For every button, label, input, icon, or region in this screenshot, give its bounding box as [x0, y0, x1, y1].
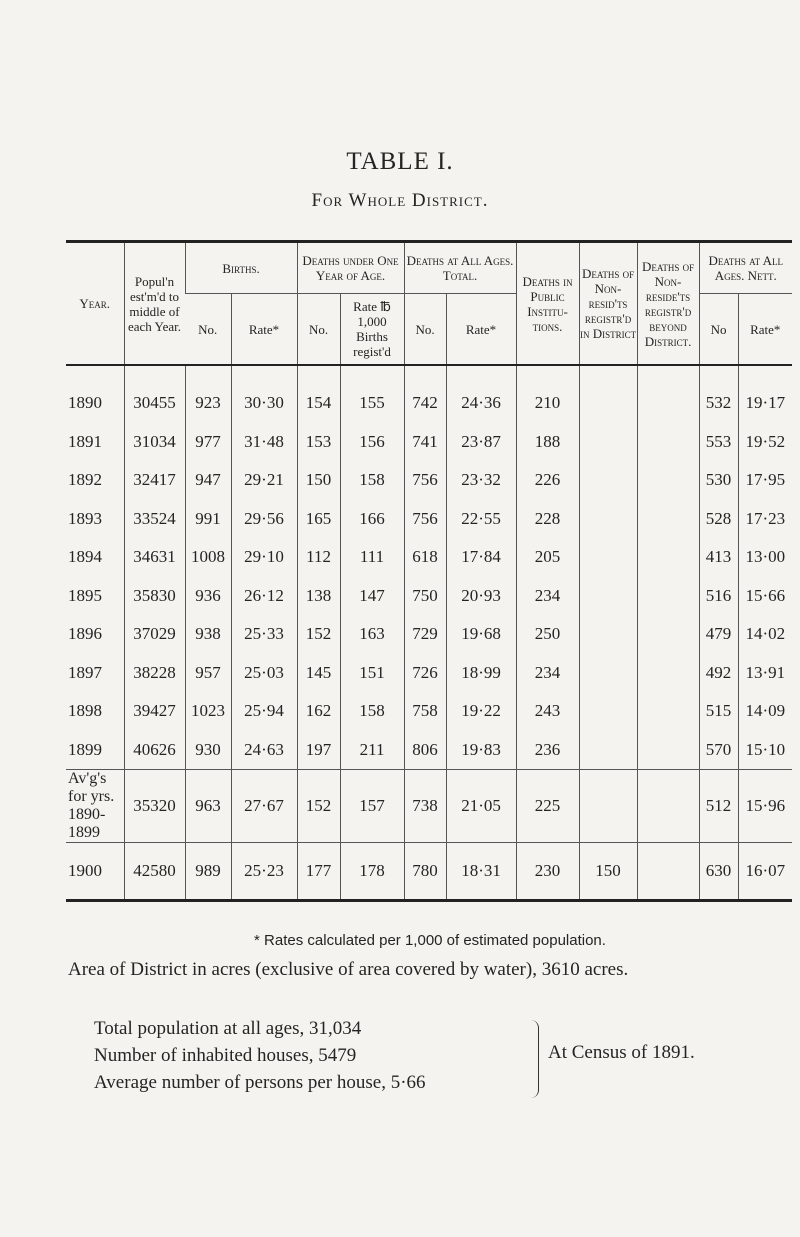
cell-nett-no: 532 — [699, 365, 738, 423]
cell-nonres-beyond — [637, 615, 699, 654]
cell-all-rate: 19·22 — [446, 692, 516, 731]
cell-all-rate: 24·36 — [446, 365, 516, 423]
cell-u1-no: 153 — [297, 423, 340, 462]
cell-births-no: 938 — [185, 615, 231, 654]
cell-nett-rate: 15·66 — [738, 577, 792, 616]
header-under-one-rate: Rate ℔ 1,000 Births regist'd — [340, 294, 404, 366]
table-row — [66, 654, 792, 693]
cell-year: Av'g's for yrs. 1890-1899 — [66, 770, 124, 843]
cell-pop: 33524 — [124, 500, 185, 539]
cell-public: 234 — [516, 654, 579, 693]
cell-births-rate: 29·21 — [231, 461, 297, 500]
cell-public: 210 — [516, 365, 579, 423]
cell-u1-rate: 155 — [340, 365, 404, 423]
cell-public: 188 — [516, 423, 579, 462]
census-note: At Census of 1891. — [548, 1042, 695, 1063]
cell-nett-no: 413 — [699, 538, 738, 577]
cell-nett-no: 530 — [699, 461, 738, 500]
cell-nett-no: 515 — [699, 692, 738, 731]
cell-u1-rate: 163 — [340, 615, 404, 654]
cell-u1-rate: 111 — [340, 538, 404, 577]
cell-nett-rate: 17·23 — [738, 500, 792, 539]
cell-nett-rate: 14·02 — [738, 615, 792, 654]
cell-births-no: 1008 — [185, 538, 231, 577]
cell-all-no: 756 — [404, 500, 446, 539]
cell-public: 230 — [516, 843, 579, 901]
cell-nonres-beyond — [637, 843, 699, 901]
header-births: Births. — [185, 242, 297, 294]
cell-nonres-in: 150 — [579, 843, 637, 901]
cell-u1-rate: 166 — [340, 500, 404, 539]
cell-nonres-in — [579, 423, 637, 462]
header-nett-no: No — [699, 294, 738, 366]
cell-public: 225 — [516, 770, 579, 843]
cell-births-no: 936 — [185, 577, 231, 616]
cell-year: 1890 — [68, 393, 102, 413]
cell-u1-rate: 147 — [340, 577, 404, 616]
cell-births-rate: 31·48 — [231, 423, 297, 462]
table-row — [66, 461, 792, 500]
header-births-no: No. — [185, 294, 231, 366]
cell-pop: 35830 — [124, 577, 185, 616]
census-population: Total population at all ages, 31,034 — [94, 1018, 362, 1039]
cell-all-rate: 19·83 — [446, 731, 516, 770]
cell-births-rate: 29·10 — [231, 538, 297, 577]
cell-public: 234 — [516, 577, 579, 616]
cell-all-no: 750 — [404, 577, 446, 616]
header-all-rate: Rate* — [446, 294, 516, 366]
table-row — [66, 423, 792, 462]
cell-births-rate: 25·33 — [231, 615, 297, 654]
cell-nonres-in — [579, 500, 637, 539]
header-nett-rate: Rate* — [738, 294, 792, 366]
cell-nett-rate: 13·91 — [738, 654, 792, 693]
table-row — [66, 577, 792, 616]
cell-nett-rate: 15·96 — [738, 770, 792, 843]
table-row — [66, 538, 792, 577]
cell-pop: 35320 — [124, 770, 185, 843]
cell-year: 1892 — [68, 470, 102, 490]
cell-nett-no: 512 — [699, 770, 738, 843]
cell-year: 1899 — [68, 739, 102, 759]
header-deaths-nonres-in: Deaths of Non-resid'ts registr'd in District — [579, 242, 637, 366]
cell-nett-no: 479 — [699, 615, 738, 654]
cell-year: 1894 — [68, 547, 102, 567]
cell-nett-no: 528 — [699, 500, 738, 539]
cell-nett-no: 570 — [699, 731, 738, 770]
cell-births-no: 930 — [185, 731, 231, 770]
cell-nett-rate: 19·17 — [738, 365, 792, 423]
cell-nonres-beyond — [637, 577, 699, 616]
cell-births-rate: 24·63 — [231, 731, 297, 770]
header-deaths-all-nett: Deaths at All Ages. Nett. — [699, 242, 792, 294]
cell-nonres-in — [579, 461, 637, 500]
cell-pop: 38228 — [124, 654, 185, 693]
cell-births-rate: 25·23 — [231, 843, 297, 901]
cell-nonres-beyond — [637, 461, 699, 500]
cell-all-rate: 21·05 — [446, 770, 516, 843]
cell-nonres-in — [579, 538, 637, 577]
cell-all-no: 738 — [404, 770, 446, 843]
cell-u1-no: 177 — [297, 843, 340, 901]
cell-pop: 31034 — [124, 423, 185, 462]
cell-births-rate: 25·94 — [231, 692, 297, 731]
cell-u1-rate: 211 — [340, 731, 404, 770]
cell-all-no: 742 — [404, 365, 446, 423]
cell-births-no: 947 — [185, 461, 231, 500]
cell-all-rate: 17·84 — [446, 538, 516, 577]
cell-all-no: 756 — [404, 461, 446, 500]
cell-births-rate: 27·67 — [231, 770, 297, 843]
table-row — [66, 615, 792, 654]
cell-public: 226 — [516, 461, 579, 500]
cell-year: 1893 — [68, 508, 102, 528]
cell-u1-no: 162 — [297, 692, 340, 731]
cell-u1-no: 152 — [297, 615, 340, 654]
cell-nonres-beyond — [637, 365, 699, 423]
cell-pop: 32417 — [124, 461, 185, 500]
cell-pop: 42580 — [124, 843, 185, 901]
cell-all-rate: 19·68 — [446, 615, 516, 654]
cell-nett-rate: 14·09 — [738, 692, 792, 731]
statistics-table — [66, 240, 792, 902]
cell-all-rate: 22·55 — [446, 500, 516, 539]
header-under-one-no: No. — [297, 294, 340, 366]
cell-births-rate: 29·56 — [231, 500, 297, 539]
cell-nett-rate: 16·07 — [738, 843, 792, 901]
cell-nonres-in — [579, 577, 637, 616]
header-deaths-all-total: Deaths at All Ages. Total. — [404, 242, 516, 294]
table-row — [66, 843, 792, 901]
cell-pop: 40626 — [124, 731, 185, 770]
cell-all-rate: 23·87 — [446, 423, 516, 462]
cell-nett-rate: 19·52 — [738, 423, 792, 462]
cell-u1-no: 138 — [297, 577, 340, 616]
cell-u1-rate: 158 — [340, 692, 404, 731]
header-births-rate: Rate* — [231, 294, 297, 366]
area-text: Area of District in acres (exclusive of area covered by water), 3610 acres. — [68, 959, 629, 980]
cell-u1-no: 154 — [297, 365, 340, 423]
table-row — [66, 692, 792, 731]
cell-nonres-beyond — [637, 770, 699, 843]
cell-all-no: 758 — [404, 692, 446, 731]
cell-all-no: 806 — [404, 731, 446, 770]
cell-u1-rate: 178 — [340, 843, 404, 901]
cell-nonres-beyond — [637, 692, 699, 731]
cell-births-no: 977 — [185, 423, 231, 462]
cell-nett-no: 492 — [699, 654, 738, 693]
cell-pop: 30455 — [124, 365, 185, 423]
cell-births-no: 991 — [185, 500, 231, 539]
cell-year: 1896 — [68, 624, 102, 644]
cell-pop: 37029 — [124, 615, 185, 654]
cell-pop: 39427 — [124, 692, 185, 731]
cell-u1-rate: 157 — [340, 770, 404, 843]
cell-pop: 34631 — [124, 538, 185, 577]
table-subtitle: For Whole District. — [311, 190, 489, 211]
header-year: Year. — [66, 242, 124, 366]
cell-all-no: 780 — [404, 843, 446, 901]
cell-year: 1895 — [68, 585, 102, 605]
cell-births-no: 963 — [185, 770, 231, 843]
header-all-no: No. — [404, 294, 446, 366]
cell-all-no: 729 — [404, 615, 446, 654]
cell-nonres-beyond — [637, 731, 699, 770]
cell-births-no: 989 — [185, 843, 231, 901]
cell-year: 1898 — [68, 701, 102, 721]
cell-nett-rate: 13·00 — [738, 538, 792, 577]
cell-year: 1900 — [68, 861, 102, 880]
cell-public: 250 — [516, 615, 579, 654]
cell-all-rate: 23·32 — [446, 461, 516, 500]
cell-u1-rate: 156 — [340, 423, 404, 462]
footnote: * Rates calculated per 1,000 of estimated population. — [254, 932, 606, 949]
cell-public: 205 — [516, 538, 579, 577]
cell-nett-rate: 15·10 — [738, 731, 792, 770]
cell-nett-no: 630 — [699, 843, 738, 901]
table-row — [66, 500, 792, 539]
cell-u1-rate: 151 — [340, 654, 404, 693]
cell-births-no: 923 — [185, 365, 231, 423]
cell-all-no: 726 — [404, 654, 446, 693]
cell-all-rate: 20·93 — [446, 577, 516, 616]
cell-nonres-in — [579, 365, 637, 423]
cell-nonres-in — [579, 770, 637, 843]
cell-nett-no: 516 — [699, 577, 738, 616]
cell-all-rate: 18·31 — [446, 843, 516, 901]
cell-all-no: 741 — [404, 423, 446, 462]
cell-u1-no: 150 — [297, 461, 340, 500]
cell-u1-no: 165 — [297, 500, 340, 539]
cell-births-no: 1023 — [185, 692, 231, 731]
cell-nett-no: 553 — [699, 423, 738, 462]
census-persons: Average number of persons per house, 5·66 — [94, 1072, 426, 1093]
table-row — [66, 365, 792, 423]
cell-births-rate: 26·12 — [231, 577, 297, 616]
header-deaths-nonres-beyond: Deaths of Non-reside'ts registr'd beyond District. — [637, 242, 699, 366]
cell-year: 1891 — [68, 431, 102, 451]
census-houses: Number of inhabited houses, 5479 — [94, 1045, 357, 1066]
cell-u1-no: 152 — [297, 770, 340, 843]
header-deaths-under-one: Deaths under One Year of Age. — [297, 242, 404, 294]
cell-births-no: 957 — [185, 654, 231, 693]
cell-nonres-in — [579, 731, 637, 770]
cell-all-no: 618 — [404, 538, 446, 577]
cell-all-rate: 18·99 — [446, 654, 516, 693]
cell-births-rate: 25·03 — [231, 654, 297, 693]
cell-nonres-beyond — [637, 423, 699, 462]
cell-public: 228 — [516, 500, 579, 539]
header-deaths-public: Deaths in Public Institu-tions. — [516, 242, 579, 366]
cell-u1-no: 197 — [297, 731, 340, 770]
cell-year: 1897 — [68, 662, 102, 682]
cell-u1-no: 145 — [297, 654, 340, 693]
cell-births-rate: 30·30 — [231, 365, 297, 423]
cell-nonres-beyond — [637, 500, 699, 539]
census-brace — [528, 1020, 539, 1098]
cell-nett-rate: 17·95 — [738, 461, 792, 500]
cell-nonres-in — [579, 692, 637, 731]
cell-public: 243 — [516, 692, 579, 731]
cell-nonres-in — [579, 654, 637, 693]
cell-nonres-beyond — [637, 538, 699, 577]
cell-u1-no: 112 — [297, 538, 340, 577]
table-title: TABLE I. — [346, 148, 454, 175]
cell-nonres-in — [579, 615, 637, 654]
table-row — [66, 770, 792, 843]
cell-u1-rate: 158 — [340, 461, 404, 500]
cell-nonres-beyond — [637, 654, 699, 693]
cell-public: 236 — [516, 731, 579, 770]
header-population: Popul'n est'm'd to middle of each Year. — [124, 242, 185, 366]
table-row — [66, 731, 792, 770]
